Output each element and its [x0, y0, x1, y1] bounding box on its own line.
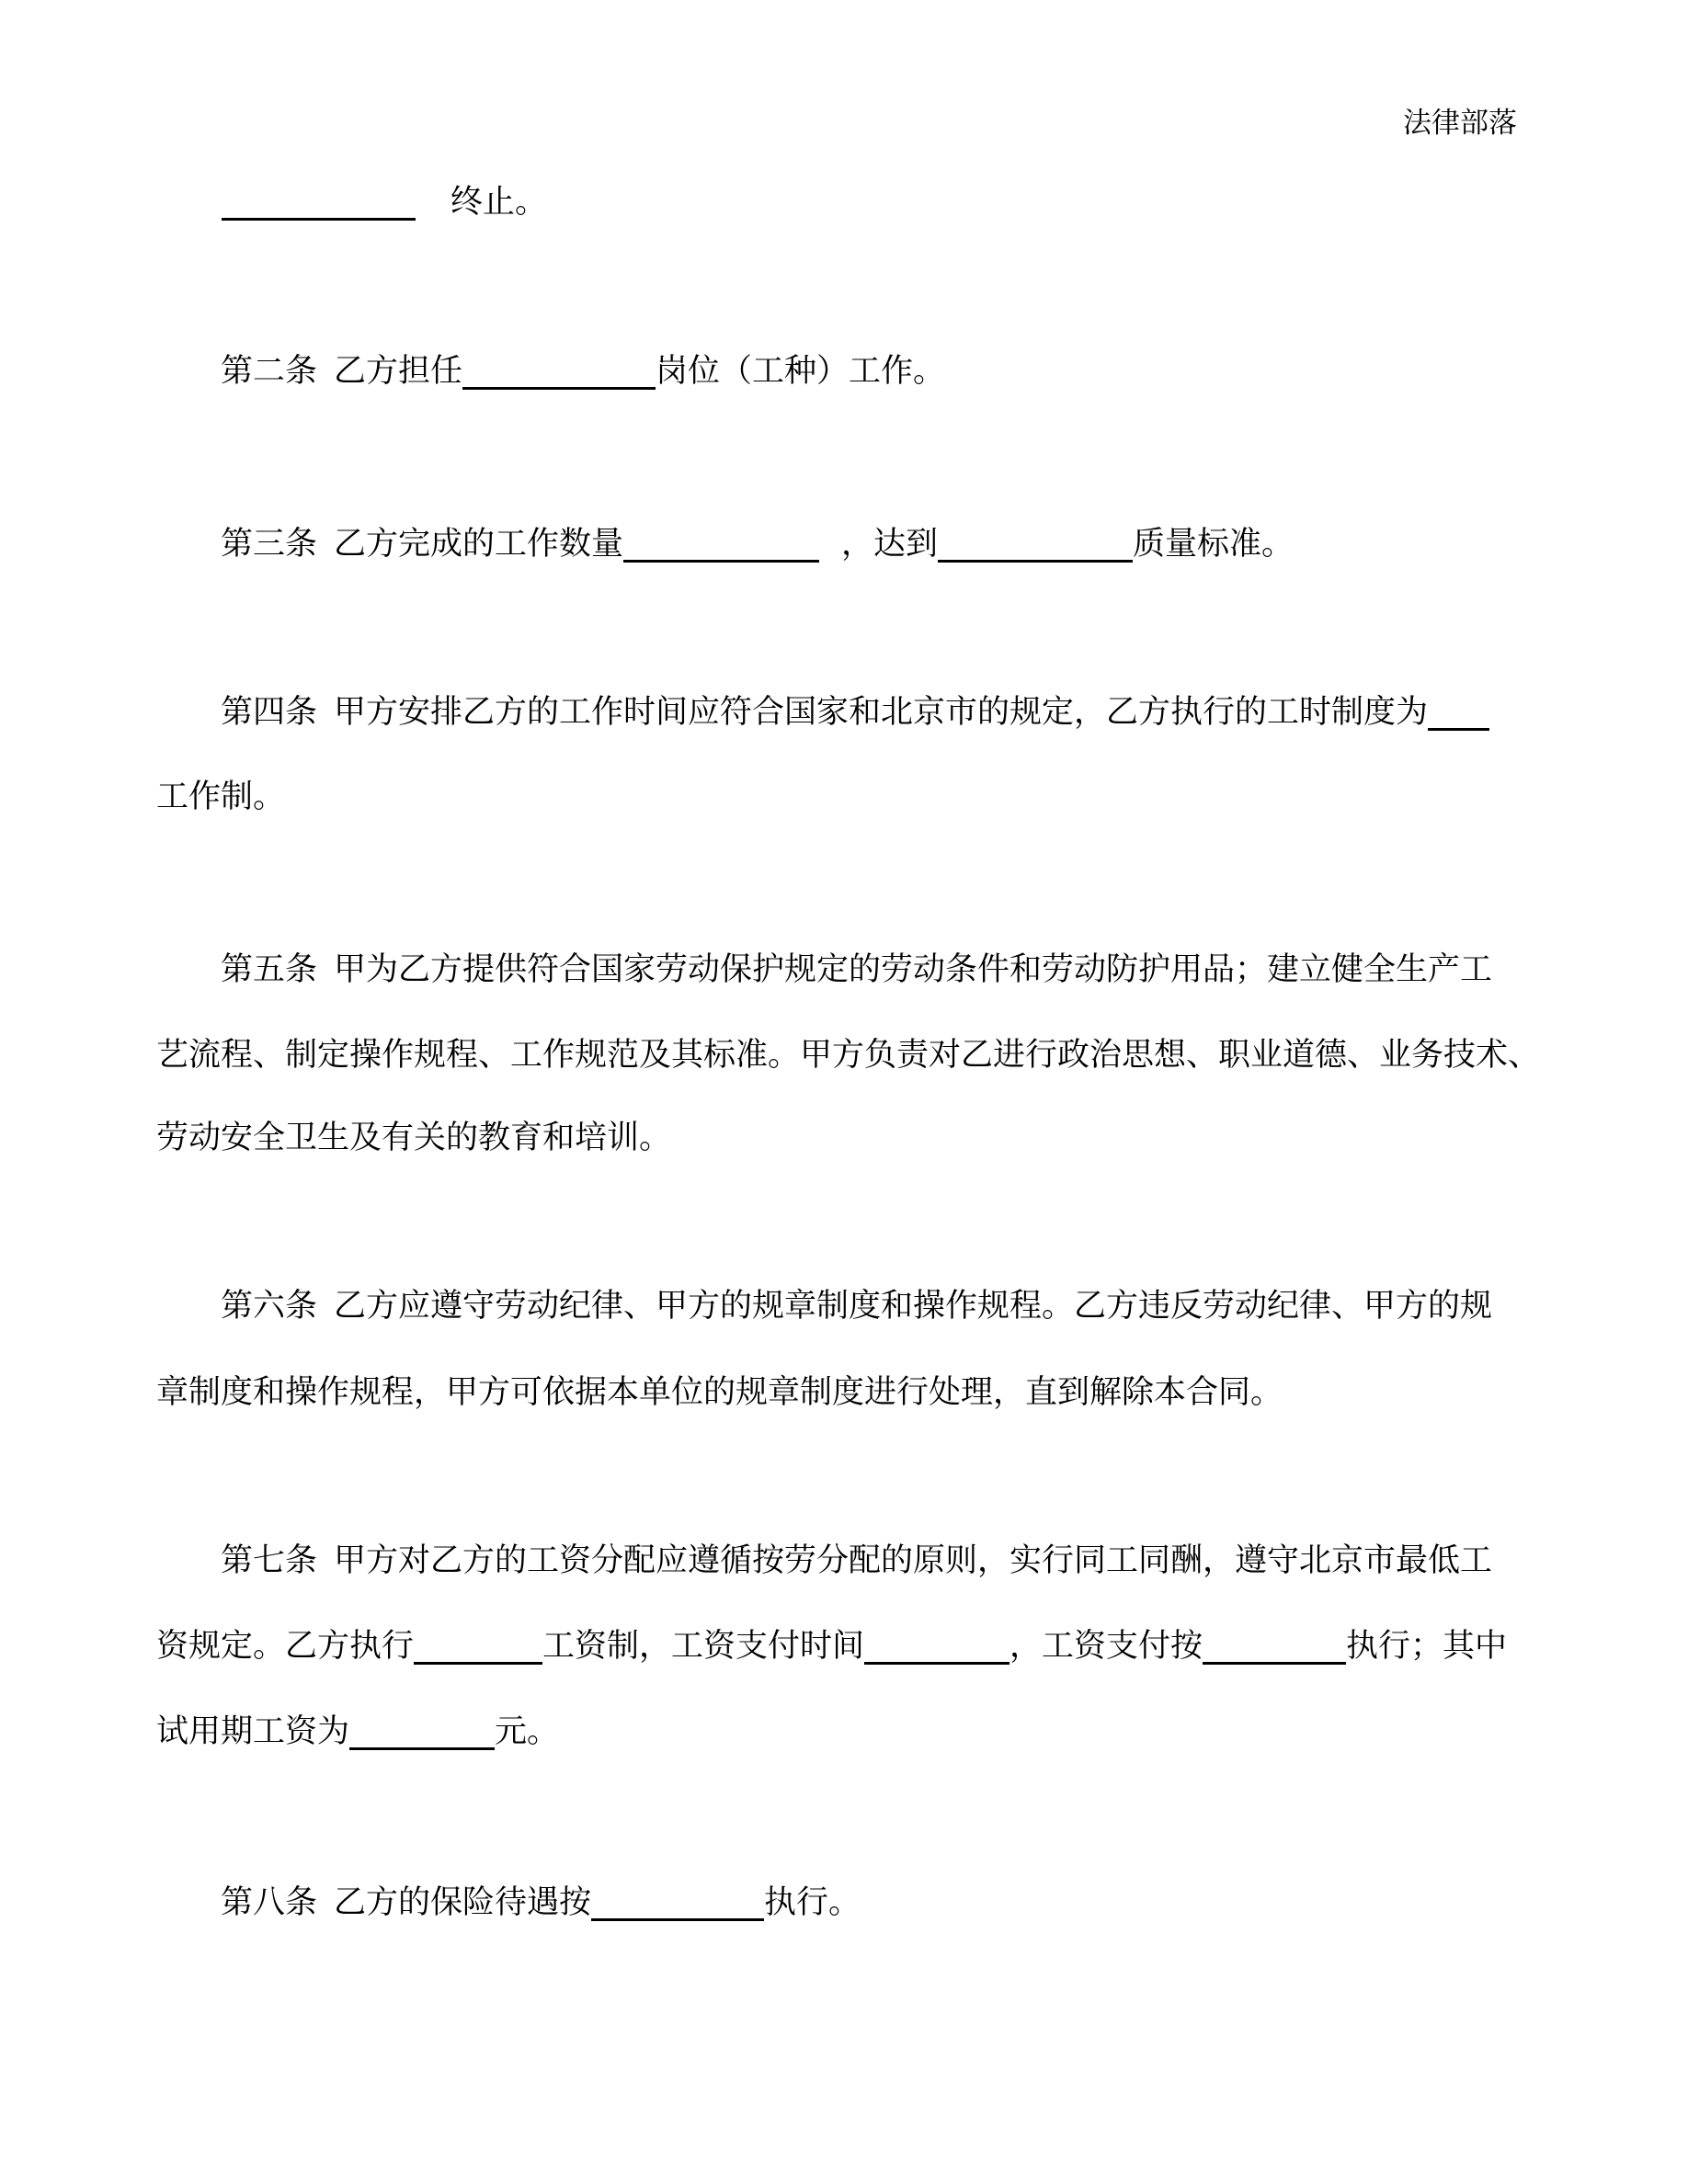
blank-field — [222, 188, 416, 221]
text: 岗位（工种）工作。 — [656, 353, 946, 389]
text: 执行。 — [764, 1884, 861, 1920]
article-7-line1 — [221, 1542, 1492, 1579]
article-4-line1 — [221, 694, 1489, 731]
article-label: 第三条 — [221, 526, 318, 562]
header-brand: 法律部落 — [1403, 107, 1517, 139]
text: 甲方安排乙方的工作时间应符合国家和北京市的规定，乙方执行的工时制度为 — [334, 694, 1429, 730]
blank-field — [414, 1632, 542, 1665]
text: 资规定。乙方执行 — [156, 1628, 415, 1664]
text: 乙方完成的工作数量 — [334, 526, 624, 562]
article-label: 第二条 — [221, 353, 318, 389]
article-8 — [221, 1884, 861, 1921]
text: 劳动安全卫生及有关的教育和培训。 — [156, 1120, 672, 1155]
article-4-line2 — [156, 779, 285, 815]
text: 终止。 — [451, 184, 548, 220]
article-label: 第四条 — [221, 694, 318, 730]
blank-field — [938, 530, 1133, 563]
text: ，达到 — [841, 526, 939, 562]
article-3 — [221, 526, 1294, 563]
blank-field — [623, 530, 819, 563]
text: 元。 — [495, 1713, 560, 1749]
blank-field — [1428, 699, 1489, 731]
text: 艺流程、制定操作规程、工作规范及其标准。甲方负责对乙进行政治思想、职业道德、业务技术、 — [156, 1037, 1541, 1073]
article-5-line2 — [156, 1037, 1540, 1074]
article-6-line2 — [156, 1374, 1283, 1411]
blank-field — [349, 1718, 495, 1750]
text: 乙方担任 — [334, 353, 463, 389]
text: 乙方的保险待遇按 — [334, 1884, 592, 1920]
article-7-line2 — [156, 1628, 1507, 1665]
text: ，工资支付按 — [1009, 1628, 1203, 1664]
article-6-line1 — [221, 1288, 1492, 1325]
text: 乙方应遵守劳动纪律、甲方的规章制度和操作规程。乙方违反劳动纪律、甲方的规 — [334, 1288, 1493, 1324]
article-label: 第五条 — [221, 951, 318, 987]
article-7-line3 — [156, 1713, 559, 1750]
text: 工作制。 — [156, 779, 286, 814]
blank-field — [462, 358, 656, 390]
article-label: 第六条 — [221, 1288, 318, 1324]
text: 甲方对乙方的工资分配应遵循按劳分配的原则，实行同工同酬，遵守北京市最低工 — [334, 1542, 1493, 1578]
text: 试用期工资为 — [156, 1713, 350, 1749]
article-2 — [221, 353, 945, 390]
article-5-line1 — [221, 951, 1492, 988]
text: 执行；其中 — [1346, 1628, 1508, 1664]
text: 甲为乙方提供符合国家劳动保护规定的劳动条件和劳动防护用品；建立健全生产工 — [334, 951, 1493, 987]
article-5-line3 — [156, 1120, 671, 1156]
text: 工资制，工资支付时间 — [542, 1628, 865, 1664]
article1-tail — [222, 184, 547, 221]
text: 章制度和操作规程，甲方可依据本单位的规章制度进行处理，直到解除本合同。 — [156, 1374, 1283, 1410]
article-label: 第七条 — [221, 1542, 318, 1578]
blank-field — [1203, 1632, 1346, 1665]
article-label: 第八条 — [221, 1884, 318, 1920]
blank-field — [591, 1889, 764, 1921]
blank-field — [864, 1632, 1009, 1665]
text: 质量标准。 — [1133, 526, 1295, 562]
